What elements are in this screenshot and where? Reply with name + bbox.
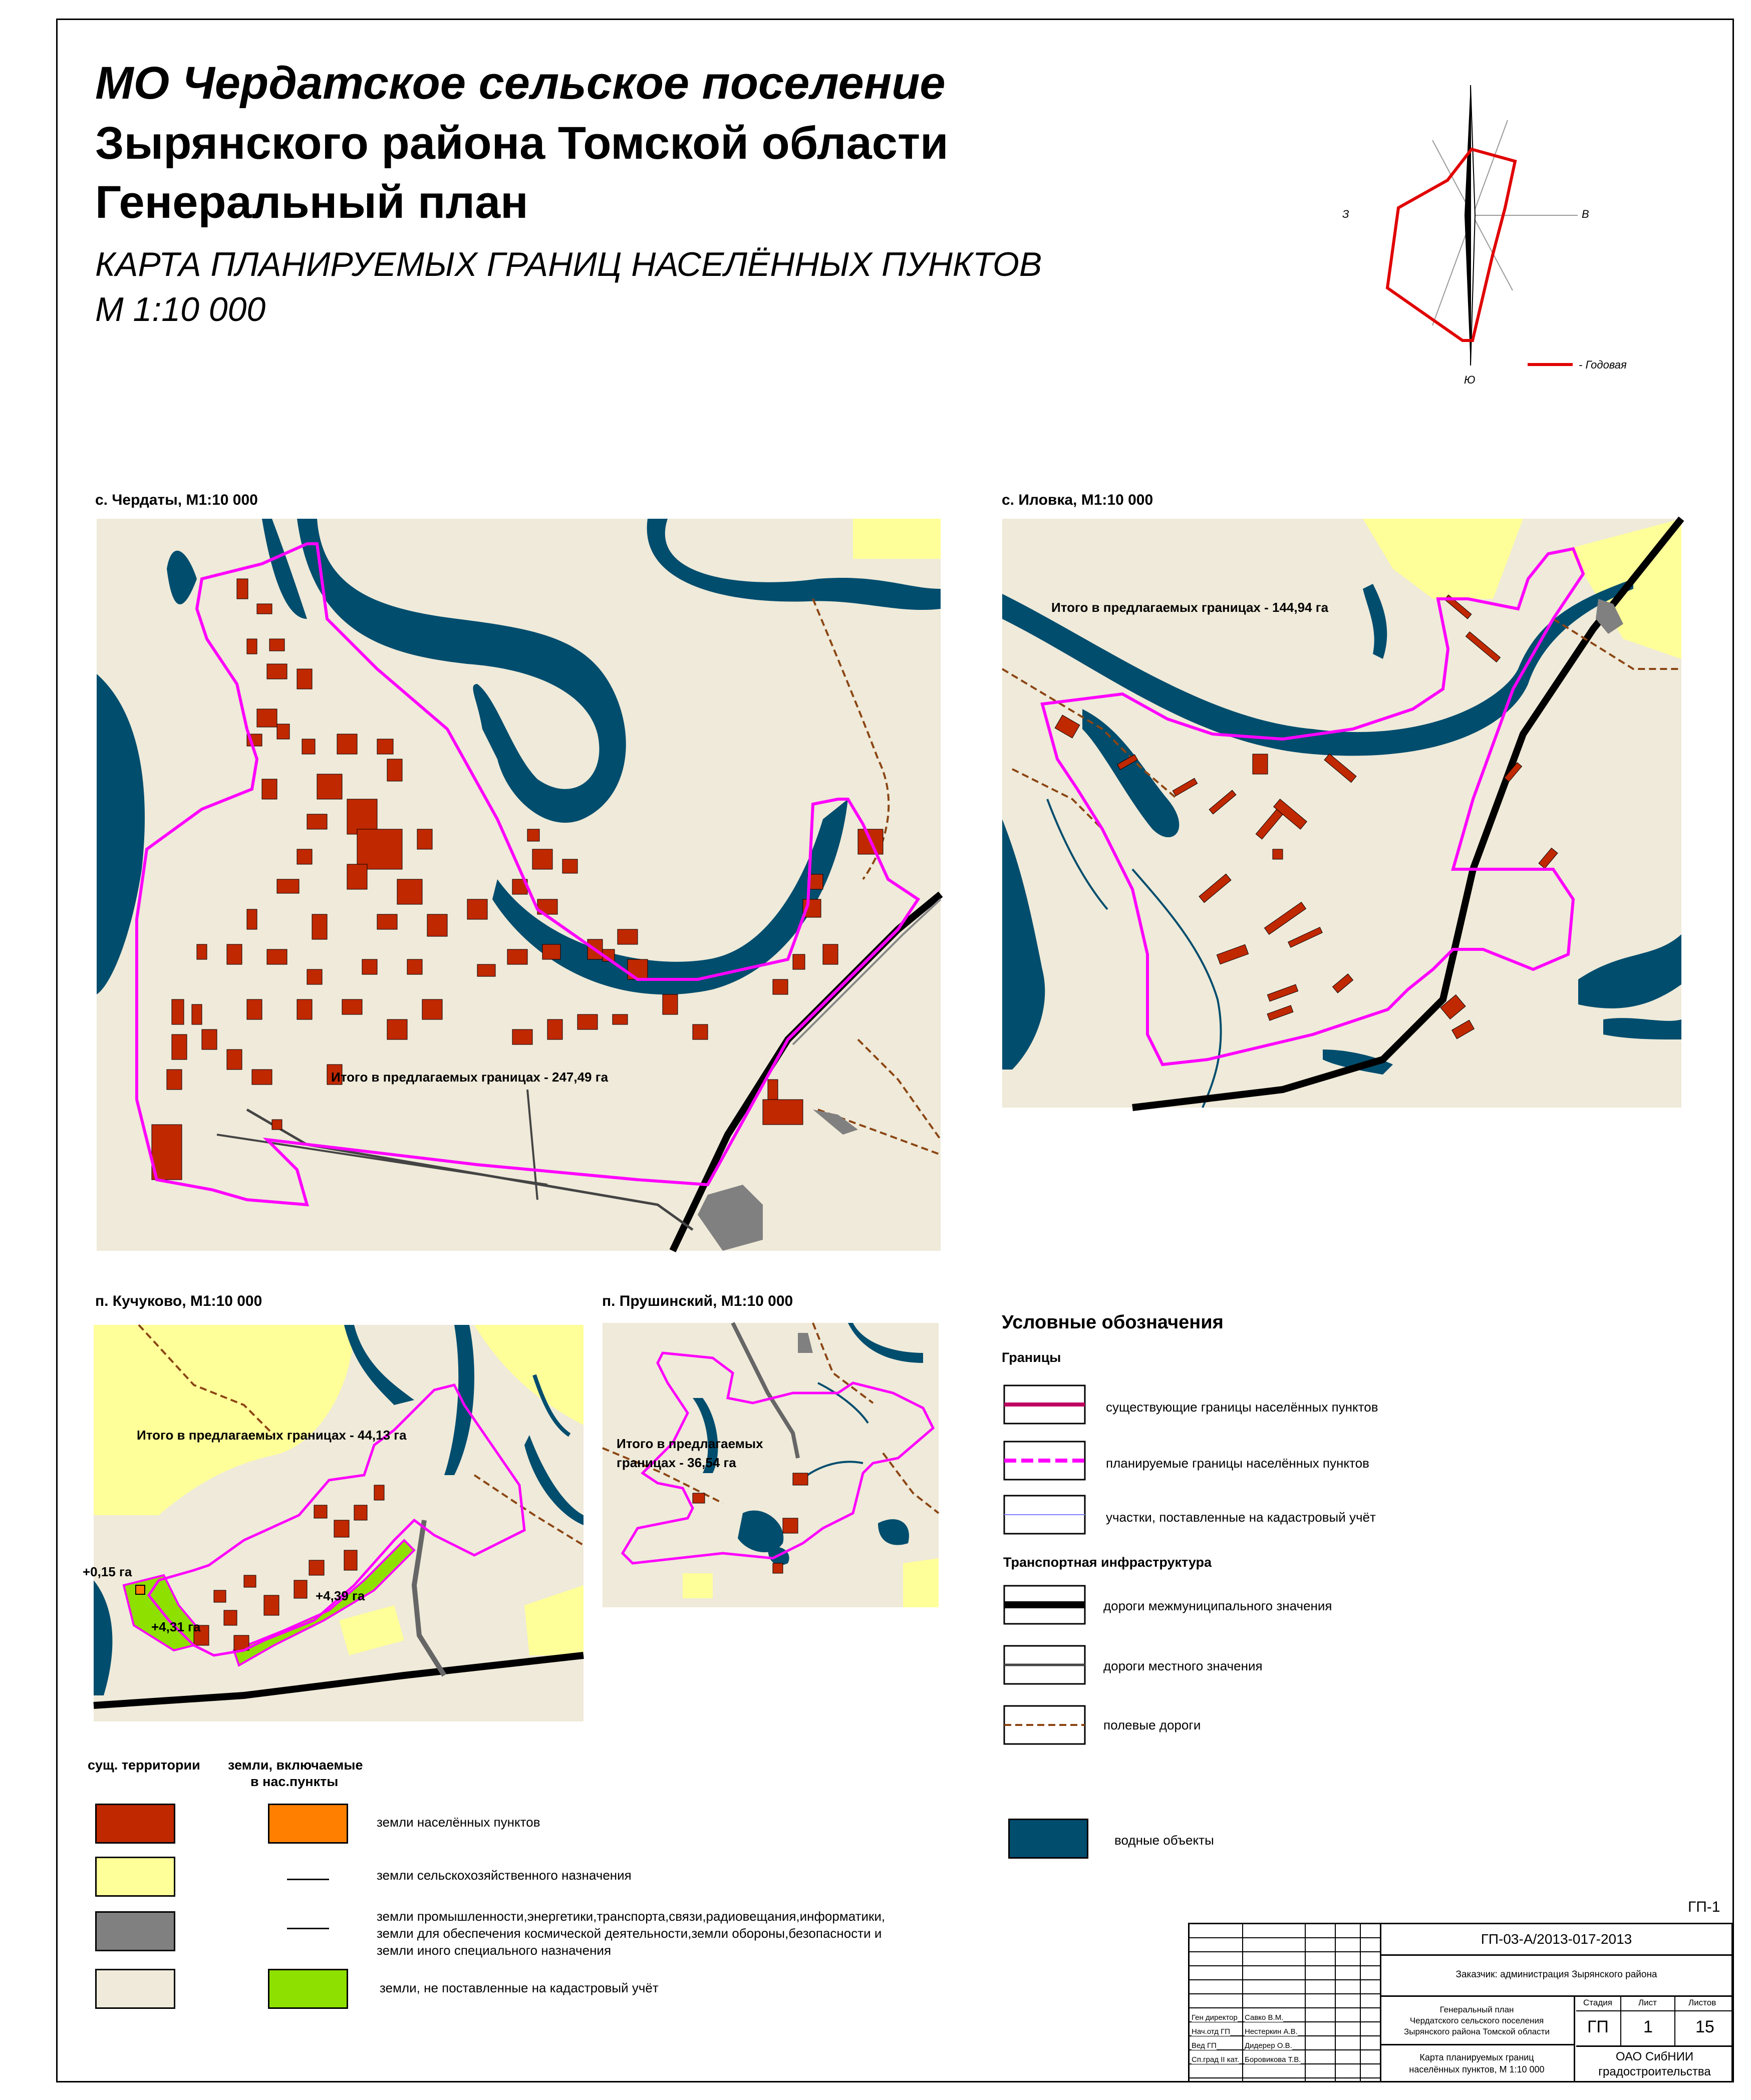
swatch-other bbox=[95, 1969, 175, 2009]
legend-water-label: водные объекты bbox=[1114, 1833, 1214, 1848]
land-settlement-label: земли населённых пунктов bbox=[377, 1815, 540, 1830]
compass-west: З bbox=[1342, 208, 1349, 220]
stamp-signature-grid bbox=[1190, 1924, 1381, 2081]
legend-cadastral-label: участки, поставленные на кадастровый учёт bbox=[1106, 1510, 1376, 1525]
project-title-3: Зырянского района Томской области bbox=[1404, 2027, 1550, 2036]
legend-road-inter-swatch bbox=[1003, 1585, 1086, 1625]
map-label-prushinsky: п. Прушинский, М1:10 000 bbox=[602, 1293, 793, 1309]
map-ilovka[interactable] bbox=[1002, 519, 1681, 1108]
title-block bbox=[1188, 1923, 1733, 2082]
stage-header: Стадия bbox=[1583, 1998, 1612, 2007]
legend-transport-title: Транспортная инфраструктура bbox=[1003, 1555, 1212, 1570]
map-kuchukovo[interactable] bbox=[83, 1325, 583, 1721]
legend-cadastral-swatch bbox=[1003, 1495, 1086, 1535]
role-3: Вед ГП bbox=[1192, 2041, 1217, 2050]
swatch-settlement-new bbox=[268, 1804, 348, 1844]
swatch-industry bbox=[95, 1911, 175, 1951]
map-title bbox=[1380, 2045, 1575, 2082]
map-title-2: населённых пунктов, М 1:10 000 bbox=[1409, 2064, 1545, 2074]
organization bbox=[1576, 2045, 1733, 2082]
map-title-1: Карта планируемых границ bbox=[1419, 2052, 1534, 2062]
legend-road-inter-label: дороги межмуниципального значения bbox=[1103, 1598, 1332, 1613]
map-label-kuchukovo: п. Кучуково, М1:10 000 bbox=[95, 1293, 262, 1309]
name-1: Савко В.М. bbox=[1245, 2013, 1284, 2022]
customer: Заказчик: администрация Зырянского района bbox=[1380, 1954, 1733, 1997]
title-line-1: МО Чердатское сельское поселение bbox=[95, 58, 946, 109]
map-label-cherdaty: с. Чердаты, М1:10 000 bbox=[95, 492, 258, 508]
compass-east: В bbox=[1582, 208, 1589, 220]
legend-road-field-swatch bbox=[1003, 1705, 1086, 1745]
subtitle-line-1: КАРТА ПЛАНИРУЕМЫХ ГРАНИЦ НАСЕЛЁННЫХ ПУНКТОВ bbox=[95, 245, 1042, 283]
legend-boundaries-title: Границы bbox=[1002, 1350, 1061, 1365]
land-industry-line1: земли промышленности,энергетики,транспорта,связи,радиовещания,информатики, bbox=[377, 1909, 886, 1924]
map-prushinsky[interactable] bbox=[603, 1323, 939, 1607]
role-2: Нач.отд ГП bbox=[1192, 2027, 1231, 2036]
project-title-2: Чердатского сельского поселения bbox=[1409, 2016, 1544, 2025]
legend-water-swatch bbox=[1008, 1819, 1088, 1859]
legend-road-field-label: полевые дороги bbox=[1103, 1717, 1201, 1732]
legend-planned-label: планируемые границы населённых пунктов bbox=[1106, 1456, 1369, 1471]
compass-south: Ю bbox=[1464, 374, 1476, 386]
total-prushinsky-1: Итого в предлагаемых bbox=[617, 1436, 763, 1451]
org-line-1: ОАО СибНИИ bbox=[1615, 2050, 1694, 2063]
name-3: Дидерер О.В. bbox=[1245, 2041, 1292, 2050]
sheet-id: ГП-1 bbox=[1688, 1899, 1720, 1915]
swatch-agri bbox=[95, 1857, 175, 1897]
land-industry-line3: земли иного специального назначения bbox=[377, 1943, 612, 1958]
map-label-ilovka: с. Иловка, М1:10 000 bbox=[1002, 492, 1153, 508]
stage-grid bbox=[1576, 1995, 1733, 2047]
role-1: Ген директор bbox=[1192, 2013, 1238, 2022]
wind-rose bbox=[1342, 75, 1663, 391]
project-title bbox=[1380, 1995, 1575, 2045]
land-col1-header: сущ. территории bbox=[88, 1758, 200, 1773]
annual-wind-rose bbox=[1387, 149, 1515, 340]
legend-heading: Условные обозначения bbox=[1002, 1312, 1224, 1333]
legend-existing-label: существующие границы населённых пунктов bbox=[1106, 1399, 1378, 1415]
add-area-1: +0,15 га bbox=[83, 1564, 132, 1579]
add-area-2: +4,31 га bbox=[151, 1619, 201, 1634]
industry-new-dash bbox=[287, 1928, 329, 1929]
compass-legend: - Годовая bbox=[1579, 359, 1627, 371]
sheets-header: Листов bbox=[1688, 1998, 1716, 2007]
legend-road-local-swatch bbox=[1003, 1645, 1086, 1685]
org-line-2: градостроительства bbox=[1598, 2065, 1711, 2078]
total-prushinsky-2: границах - 36,54 га bbox=[617, 1455, 736, 1470]
doc-code: ГП-03-А/2013-017-2013 bbox=[1380, 1924, 1733, 1956]
project-title-1: Генеральный план bbox=[1439, 2005, 1514, 2014]
swatch-uncad bbox=[268, 1969, 348, 2009]
land-uncad-label: земли, не поставленные на кадастровый учёт bbox=[380, 1980, 659, 1995]
land-agri-label: земли сельскохозяйственного назначения bbox=[377, 1868, 632, 1883]
stage-value: ГП bbox=[1587, 2017, 1609, 2036]
land-col2-header-b: в нас.пункты bbox=[250, 1774, 339, 1789]
agri-new-dash bbox=[287, 1879, 329, 1880]
total-kuchukovo: Итого в предлагаемых границах - 44,13 га bbox=[137, 1428, 407, 1443]
map-cherdaty[interactable] bbox=[97, 519, 941, 1251]
name-4: Боровикова Т.В. bbox=[1245, 2055, 1301, 2064]
role-4: Сп.град II кат. bbox=[1192, 2055, 1239, 2064]
legend-planned-swatch bbox=[1003, 1441, 1086, 1481]
sheet-header: Лист bbox=[1638, 1998, 1657, 2007]
sheet-value: 1 bbox=[1643, 2017, 1653, 2036]
title-line-3: Генеральный план bbox=[95, 177, 528, 228]
legend-existing-swatch bbox=[1003, 1384, 1086, 1425]
total-cherdaty: Итого в предлагаемых границах - 247,49 га bbox=[331, 1070, 609, 1085]
name-2: Нестеркин А.В. bbox=[1245, 2027, 1298, 2036]
sheets-value: 15 bbox=[1695, 2017, 1714, 2036]
subtitle-line-2: М 1:10 000 bbox=[95, 290, 266, 328]
swatch-settlement bbox=[95, 1804, 175, 1844]
land-col2-header-a: земли, включаемые bbox=[228, 1758, 363, 1773]
land-industry-line2: земли для обеспечения космической деятельности,земли обороны,безопасности и bbox=[377, 1926, 882, 1941]
total-ilovka: Итого в предлагаемых границах - 144,94 га bbox=[1051, 600, 1329, 615]
legend-road-local-label: дороги местного значения bbox=[1103, 1658, 1263, 1673]
title-line-2: Зырянского района Томской области bbox=[95, 118, 949, 169]
add-area-3: +4,39 га bbox=[316, 1588, 365, 1603]
